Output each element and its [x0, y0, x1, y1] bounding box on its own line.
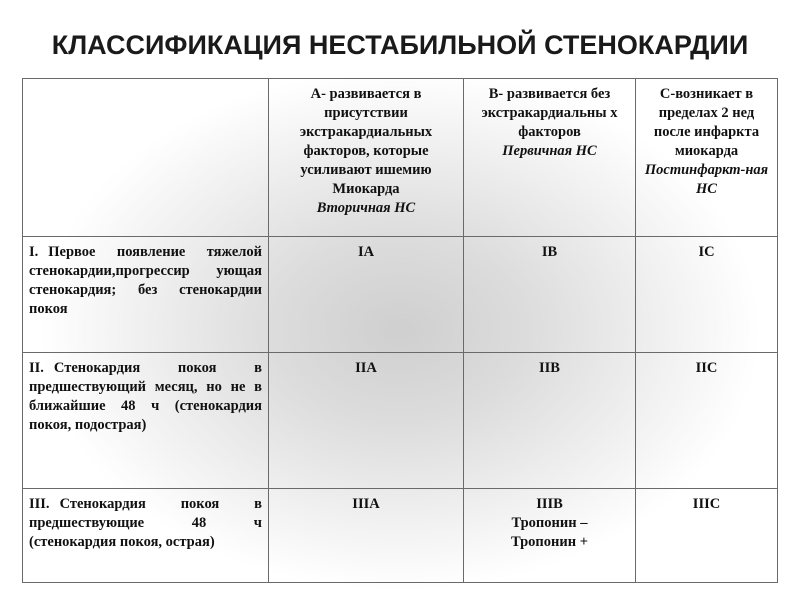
- cell-b-code: IIIB: [536, 496, 563, 512]
- cell-a: IIIA: [269, 489, 464, 583]
- row-label-cell: [23, 237, 269, 353]
- header-empty-cell: [23, 79, 269, 237]
- row-label: Первое появление тяжелой стенокардии,прогрессир ующая стенокардия; без стенокардии покоя: [29, 244, 262, 317]
- row-label-cell: [23, 489, 269, 583]
- row-label-cell: [23, 353, 269, 489]
- header-col-b-text: В- развивается без экстракардиальны х факторов: [481, 86, 618, 140]
- cell-b: [464, 489, 636, 583]
- cell-b-code: IIB: [539, 360, 560, 376]
- table-row: [23, 489, 778, 583]
- slide-title: КЛАССИФИКАЦИЯ НЕСТАБИЛЬНОЙ СТЕНОКАРДИИ: [51, 30, 749, 60]
- troponin-positive: Тропонин +: [511, 534, 588, 550]
- header-col-c-italic: Постинфаркт-ная НС: [644, 162, 769, 197]
- row-number: III.: [29, 496, 50, 512]
- table-row: [23, 353, 778, 489]
- row-number: II.: [29, 360, 44, 376]
- row-number: I.: [29, 244, 39, 260]
- row-label: Стенокардия покоя в предшествующий месяц, но не в ближайшие 48 ч (стенокардия покоя, подострая): [29, 360, 262, 433]
- header-col-b: [464, 79, 636, 237]
- cell-b: [464, 237, 636, 353]
- header-col-a: [269, 79, 464, 237]
- cell-c: IIIC: [636, 489, 778, 583]
- header-row: [23, 79, 778, 237]
- table-row: [23, 237, 778, 353]
- cell-b-code: IB: [541, 244, 558, 260]
- cell-a: IA: [269, 237, 464, 353]
- classification-table: [22, 78, 778, 583]
- cell-c: IC: [636, 237, 778, 353]
- header-col-c: [636, 79, 778, 237]
- troponin-negative: Тропонин –: [511, 515, 588, 531]
- cell-c: IIC: [636, 353, 778, 489]
- row-label: Стенокардия покоя в предшествующие 48 ч (стенокардия покоя, острая): [29, 496, 262, 550]
- cell-b: [464, 353, 636, 489]
- header-col-a-italic: Вторичная НС: [316, 200, 416, 216]
- cell-a: IIA: [269, 353, 464, 489]
- header-col-a-text: А- развивается в присутствии экстракардиальных факторов, которые усиливают ишемию Миокарда: [299, 86, 433, 197]
- header-col-c-text: С-возникает в пределах 2 нед после инфаркта миокарда: [653, 86, 760, 159]
- header-col-b-italic: Первичная НС: [502, 143, 597, 159]
